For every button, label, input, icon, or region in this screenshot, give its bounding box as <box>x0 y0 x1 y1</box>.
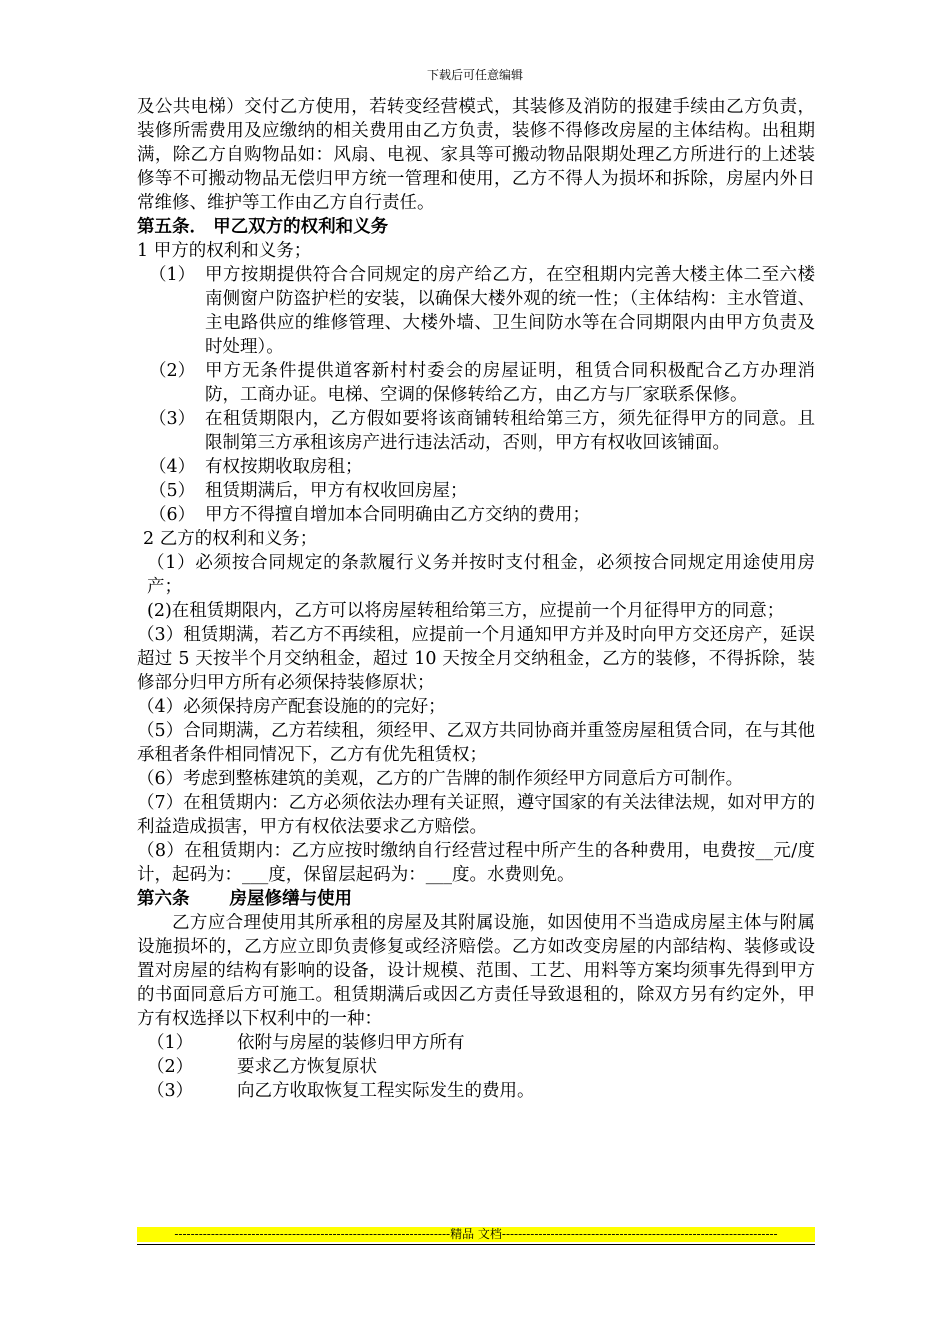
party-b-item: （1）必须按合同规定的条款履行义务并按时支付租金，必须按合同规定用途使用房产； <box>147 553 815 597</box>
article-6-item: （2） 要求乙方恢复原状 <box>147 1057 377 1077</box>
article-6-item: （3） 向乙方收取恢复工程实际发生的费用。 <box>147 1081 535 1101</box>
party-b-item: （7）在租赁期内：乙方必须依法办理有关证照，遵守国家的有关法律法规，如对甲方的利益造成损害，甲方有权依法要求乙方赔偿。 <box>137 793 815 837</box>
intro-paragraph: 及公共电梯）交付乙方使用，若转变经营模式，其装修及消防的报建手续由乙方负责，装修所需费用及应缴纳的相关费用由乙方负责，装修不得修改房屋的主体结构。出租期满，除乙方自购物品如：风扇、电视、家具等可搬动物品限期处理乙方所进行的上述装修等不可搬动物品无偿归甲方统一管理和使用，乙方不得人为损坏和拆除，房屋内外日常维修、维护等工作由乙方自行责任。 <box>137 97 815 213</box>
party-b-item: （8）在租赁期内：乙方应按时缴纳自行经营过程中所产生的各种费用，电费按__元/度计，起码为：___度，保留层起码为：___度。水费则免。 <box>137 841 815 885</box>
document-body <box>137 95 815 1103</box>
page-header: 下载后可任意编辑 <box>426 68 523 82</box>
party-b-item: （3）租赁期满，若乙方不再续租，应提前一个月通知甲方并及时向甲方交还房产，延误超过 5 天按半个月交纳租金，超过 10 天按全月交纳租金，乙方的装修，不得拆除，装修部分归甲方所有必须保持装修原状； <box>137 625 815 693</box>
article-6-item: （1） 依附与房屋的装修归甲方所有 <box>147 1033 465 1053</box>
party-a-item: （6） 甲方不得擅自增加本合同明确由乙方交纳的费用； <box>149 505 590 525</box>
party-a-item: （1） 甲方按期提供符合合同规定的房产给乙方，在空租期内完善大楼主体二至六楼南侧窗户防盗护栏的安装，以确保大楼外观的统一性；（主体结构：主水管道、主电路供应的维修管理、大楼外墙、卫生间防水等在合同期限内由甲方负责及时处理）。 <box>149 265 815 357</box>
party-b-item: （4）必须保持房产配套设施的的完好； <box>137 697 446 717</box>
page-footer: --------------------------------------------------------------------精品 文档-------------------------------------------------------------------- <box>137 1227 815 1242</box>
article-6-body: 乙方应合理使用其所承租的房屋及其附属设施，如因使用不当造成房屋主体与附属设施损坏的，乙方应立即负责修复或经济赔偿。乙方如改变房屋的内部结构、装修或设置对房屋的结构有影响的设备，设计规模、范围、工艺、用料等方案均须事先得到甲方的书面同意后方可施工。租赁期满后或因乙方责任导致退租的，除双方另有约定外，甲方有权选择以下权利中的一种： <box>137 913 815 1029</box>
party-a-item: （5） 租赁期满后，甲方有权收回房屋； <box>149 481 468 501</box>
footer-rule <box>137 1244 815 1245</box>
party-a-item: （3） 在租赁期限内，乙方假如要将该商铺转租给第三方，须先征得甲方的同意。且限制第三方承租该房产进行违法活动，否则，甲方有权收回该铺面。 <box>149 409 815 453</box>
party-b-heading: 2 乙方的权利和义务； <box>143 529 318 549</box>
party-a-item: （2） 甲方无条件提供道客新村村委会的房屋证明，租赁合同积极配合乙方办理消防，工商办证。电梯、空调的保修转给乙方，由乙方与厂家联系保修。 <box>149 361 815 405</box>
party-b-item: (2)在租赁期限内，乙方可以将房屋转租给第三方，应提前一个月征得甲方的同意； <box>147 601 785 621</box>
party-a-heading: 1 甲方的权利和义务； <box>137 241 312 261</box>
article-6-title <box>137 887 815 911</box>
article-6-heading: 房屋修缮与使用 <box>229 889 352 909</box>
article-6-number: 第六条 <box>137 889 190 909</box>
party-b-item: （5）合同期满，乙方若续租，须经甲、乙双方共同协商并重签房屋租赁合同，在与其他承租者条件相同情况下，乙方有优先租赁权； <box>137 721 815 765</box>
article-5-title: 第五条． 甲乙双方的权利和义务 <box>137 217 389 237</box>
party-b-item: （6）考虑到整栋建筑的美观，乙方的广告牌的制作须经甲方同意后方可制作。 <box>137 769 744 789</box>
party-a-item: （4） 有权按期收取房租； <box>149 457 363 477</box>
